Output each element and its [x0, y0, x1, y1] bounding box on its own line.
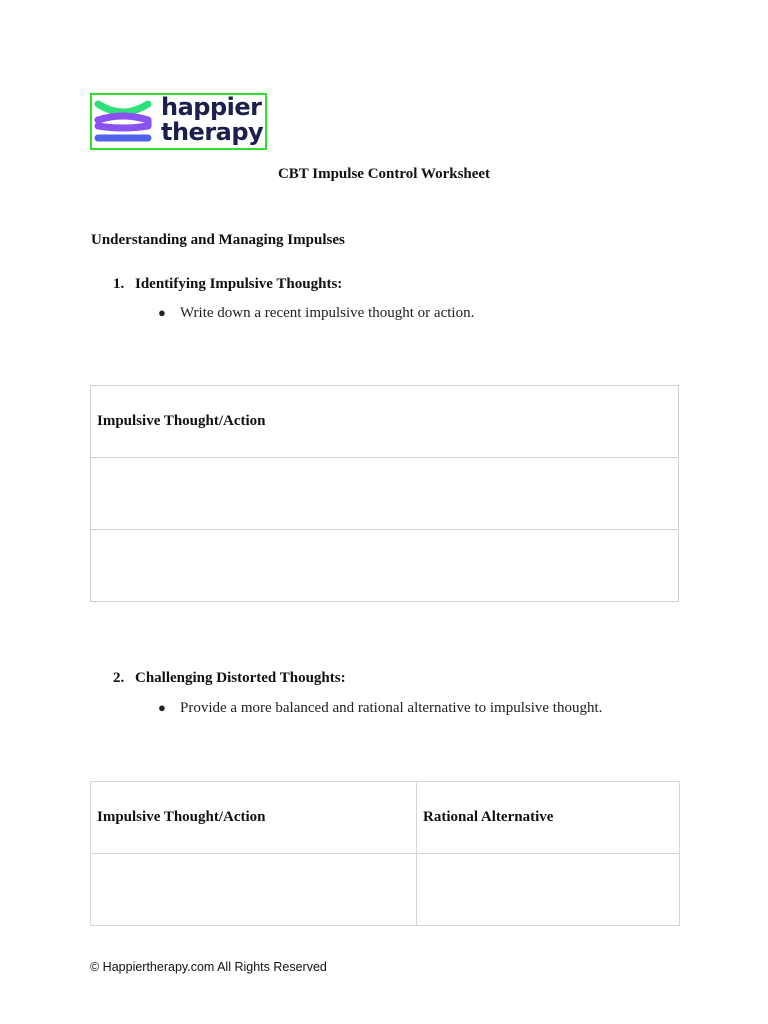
section-subtitle: Understanding and Managing Impulses [91, 232, 345, 248]
table-row [91, 458, 679, 530]
table-row [91, 530, 679, 602]
impulsive-thought-table [90, 385, 679, 602]
logo-waves-icon [93, 98, 153, 146]
logo-line-1: happier [161, 93, 262, 121]
section-2-number: 2. [113, 670, 125, 686]
section-1-heading-text: Identifying Impulsive Thoughts: [135, 276, 343, 292]
page-title: CBT Impulse Control Worksheet [277, 166, 491, 182]
logo-line-2: therapy [161, 118, 264, 146]
section-2-heading [113, 670, 346, 687]
table-header-cell-thought: Impulsive Thought/Action [91, 782, 417, 854]
bullet-icon: ● [158, 305, 166, 320]
logo-wordmark [161, 95, 263, 145]
section-1-bullet-text: Write down a recent impulsive thought or action. [180, 305, 475, 321]
bullet-icon: ● [158, 700, 166, 715]
table-input-cell[interactable] [91, 458, 679, 530]
happier-therapy-logo [90, 93, 267, 150]
section-1-heading [113, 276, 342, 293]
section-2-bullet [158, 700, 602, 717]
copyright-footer: © Happiertherapy.com All Rights Reserved [90, 960, 327, 974]
section-2-heading-text: Challenging Distorted Thoughts: [135, 670, 346, 686]
section-1-number: 1. [113, 276, 125, 292]
section-2-bullet-text: Provide a more balanced and rational alternative to impulsive thought. [180, 700, 603, 716]
table-header-cell-rational: Rational Alternative [417, 782, 680, 854]
table-input-cell-thought[interactable] [91, 854, 417, 926]
section-1-bullet [158, 305, 474, 322]
table-input-cell[interactable] [91, 530, 679, 602]
table-row [91, 854, 680, 926]
table-header-cell: Impulsive Thought/Action [91, 386, 679, 458]
rational-alternative-table [90, 781, 680, 926]
table-input-cell-rational[interactable] [417, 854, 680, 926]
table-header-row [91, 386, 679, 458]
table-header-row [91, 782, 680, 854]
